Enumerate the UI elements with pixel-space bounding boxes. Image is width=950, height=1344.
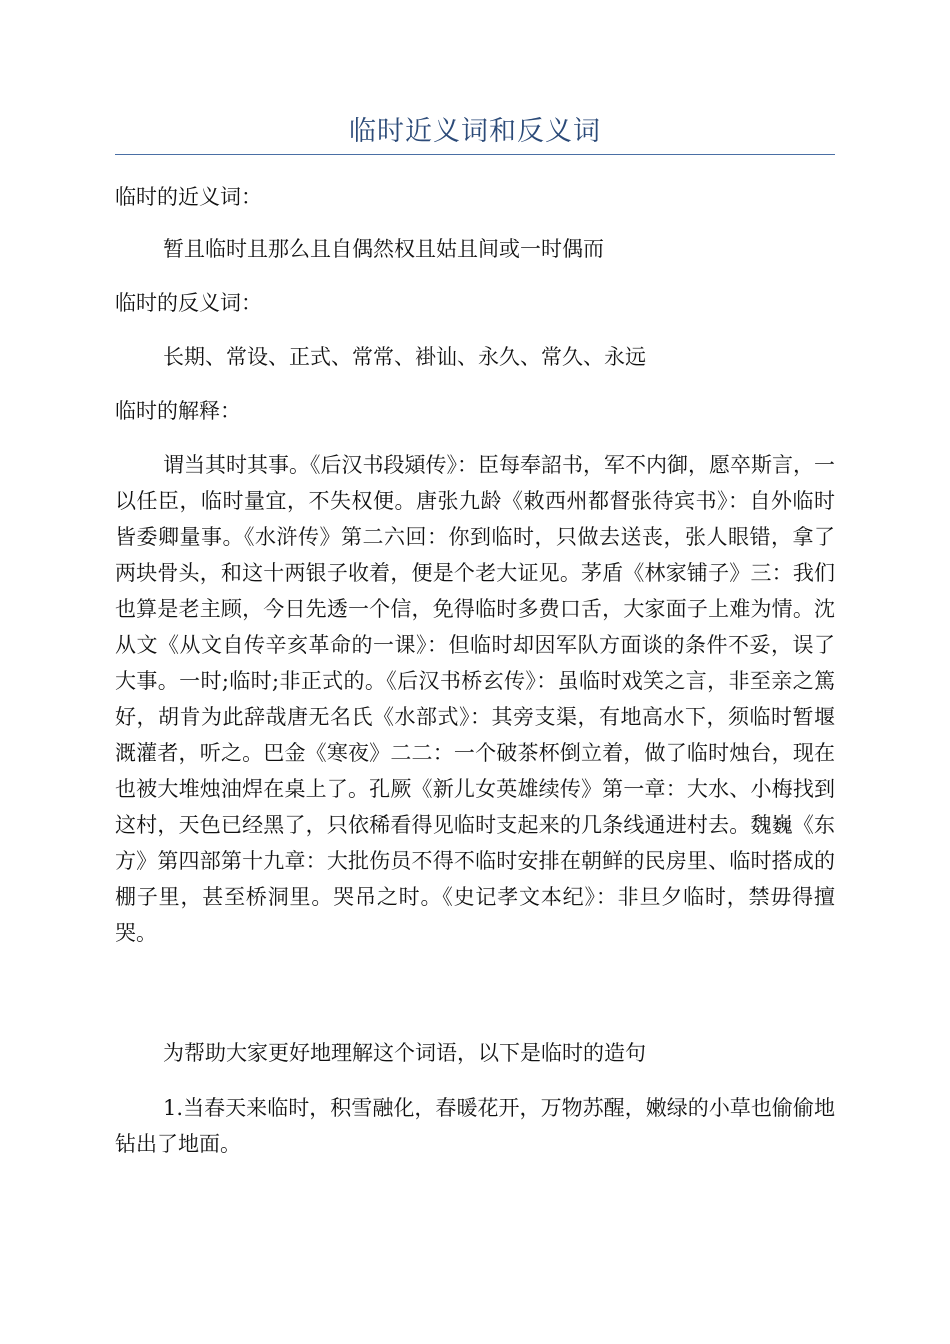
synonyms-heading: 临时的近义词： (115, 185, 262, 209)
example-sentence-1: 1.当春天来临时，积雪融化，春暖花开，万物苏醒，嫩绿的小草也偷偷地钻出了地面。 (115, 1096, 835, 1156)
example-intro: 为帮助大家更好地理解这个词语，以下是临时的造句 (163, 1041, 646, 1065)
title-underline (115, 154, 835, 155)
document-title: 临时近义词和反义词 (349, 116, 601, 147)
synonyms-list: 暂且临时且那么且自偶然权且姑且间或一时偶而 (163, 237, 604, 261)
antonyms-list: 长期、常设、正式、常常、褂讪、永久、常久、永远 (163, 345, 646, 369)
explanation-paragraph: 谓当其时其事。《后汉书段熲传》：臣每奉詔书，军不内御，愿卒斯言，一以任臣，临时量宜，不失权便。唐张九龄《敕西州都督张待宾书》：自外临时皆委卿量事。《水浒传》第二六回：你到临时，只做去送丧，张人眼错，拿了两块骨头，和这十两银子收着，便是个老大证见。茅盾《林家铺子》三：我们也算是老主顾，今日先透一个信，免得临时多费口舌，大家面子上难为情。沈从文《从文自传辛亥革命的一课》：但临时却因军队方面谈的条件不妥，误了大事。一时;临时;非正式的。《后汉书桥玄传》：虽临时戏笑之言，非至亲之篤好，胡肯为此辞哉唐无名氏《水部式》：其旁支渠，有地高水下，须临时暂堰溉灌者，听之。巴金《寒夜》二二：一个破茶杯倒立着，做了临时烛台，现在也被大堆烛油焊在桌上了。孔厥《新儿女英雄续传》第一章：大水、小梅找到这村，天色已经黑了，只依稀看得见临时支起来的几条线通进村去。魏巍《东方》第四部第十九章：大批伤员不得不临时安排在朝鲜的民房里、临时搭成的棚子里，甚至桥洞里。哭吊之时。《史记孝文本纪》：非旦夕临时，禁毋得擅哭。 (115, 453, 835, 945)
explanation-heading: 临时的解释： (115, 399, 241, 423)
antonyms-heading: 临时的反义词： (115, 291, 262, 315)
